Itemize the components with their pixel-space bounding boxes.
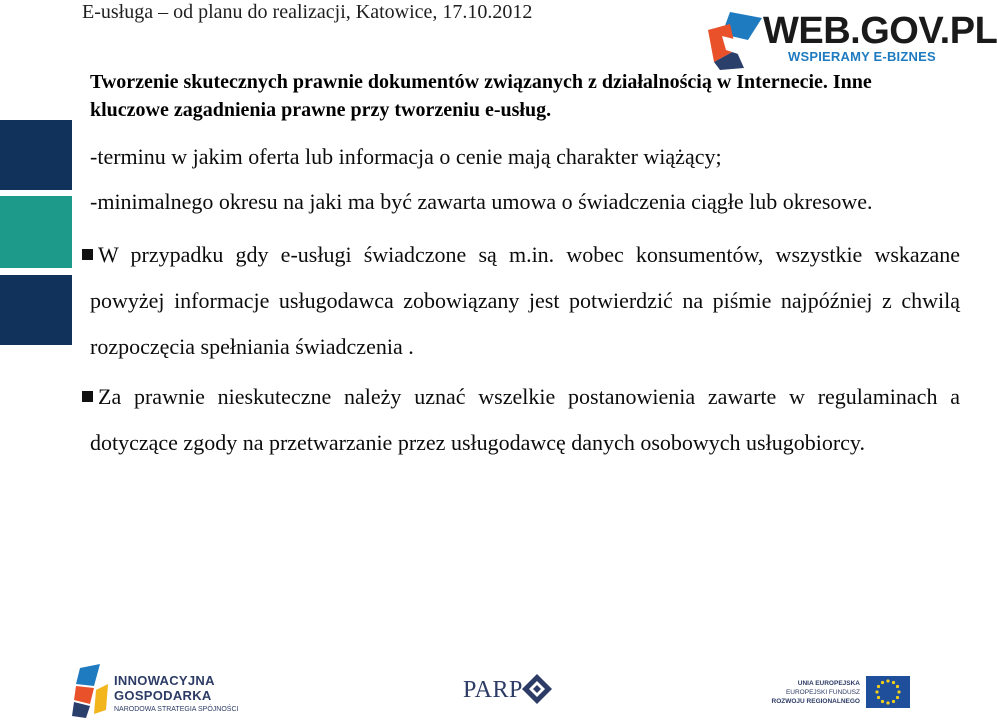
eu-text-line1: UNIA EUROPEJSKA — [797, 680, 860, 687]
webgov-logo — [700, 10, 997, 72]
slide-body — [90, 142, 960, 470]
innowacyjna-gospodarka-logo — [72, 664, 242, 719]
navy-block — [0, 120, 72, 190]
parp-name: PARP — [463, 677, 523, 703]
innowacyjna-gospodarka-icon — [72, 664, 110, 719]
eu-text-line2: EUROPEJSKI FUNDUSZ — [785, 689, 860, 696]
innowacyjna-text: INNOWACYJNA — [114, 673, 215, 688]
strategia-text: NARODOWA STRATEGIA SPÓJNOŚCI — [114, 706, 239, 713]
gospodarka-text: GOSPODARKA — [114, 688, 212, 703]
webgov-tagline: WSPIERAMY E-BIZNES — [788, 49, 936, 64]
webgov-brand-name: WEB.GOV.PL — [763, 10, 997, 52]
eu-text-line3: ROZWOJU REGIONALNEGO — [771, 698, 860, 705]
teal-block — [0, 196, 72, 268]
parp-logo — [458, 674, 558, 710]
event-header: E-usługa – od planu do realizacji, Katowice, 17.10.2012 — [82, 1, 533, 23]
eu-flag-icon — [866, 676, 910, 708]
paragraph-terms — [90, 142, 960, 172]
paragraph-text: -minimalnego okresu na jaki ma być zawarta umowa o świadczenia ciągłe lub okresowe. — [90, 189, 873, 214]
bullet-text: Za prawnie nieskuteczne należy uznać wszelkie postanowienia zawarte w regulaminach a dotyczące zgody na przetwarzanie przez usługodawcę danych osobowych usługobiorcy. — [90, 384, 960, 455]
parp-diamond-icon — [522, 674, 552, 704]
footer-logos — [0, 660, 960, 721]
slide-title: Tworzenie skutecznych prawnie dokumentów związanych z działalnością w Internecie. Inne kluczowe zagadnienia prawne przy tworzeniu e-usług. — [90, 71, 872, 121]
bullet-consumers — [90, 232, 960, 370]
square-bullet-icon — [82, 391, 93, 402]
bullet-invalid-provisions — [90, 374, 960, 466]
bullet-text: W przypadku gdy e-usługi świadczone są m.in. wobec konsumentów, wszystkie wskazane powyżej informacje usługodawca zobowiązany jest potwierdzić na piśmie najpóźniej z chwilą rozpoczęcia spełniania świadczenia . — [90, 242, 960, 359]
eu-logo — [760, 674, 910, 710]
square-bullet-icon — [82, 249, 93, 260]
paragraph-minimum-period — [90, 187, 960, 217]
navy-block — [0, 275, 72, 345]
paragraph-text: -terminu w jakim oferta lub informacja o cenie mają charakter wiążący; — [90, 144, 722, 169]
webgov-logo-icon — [700, 10, 764, 72]
